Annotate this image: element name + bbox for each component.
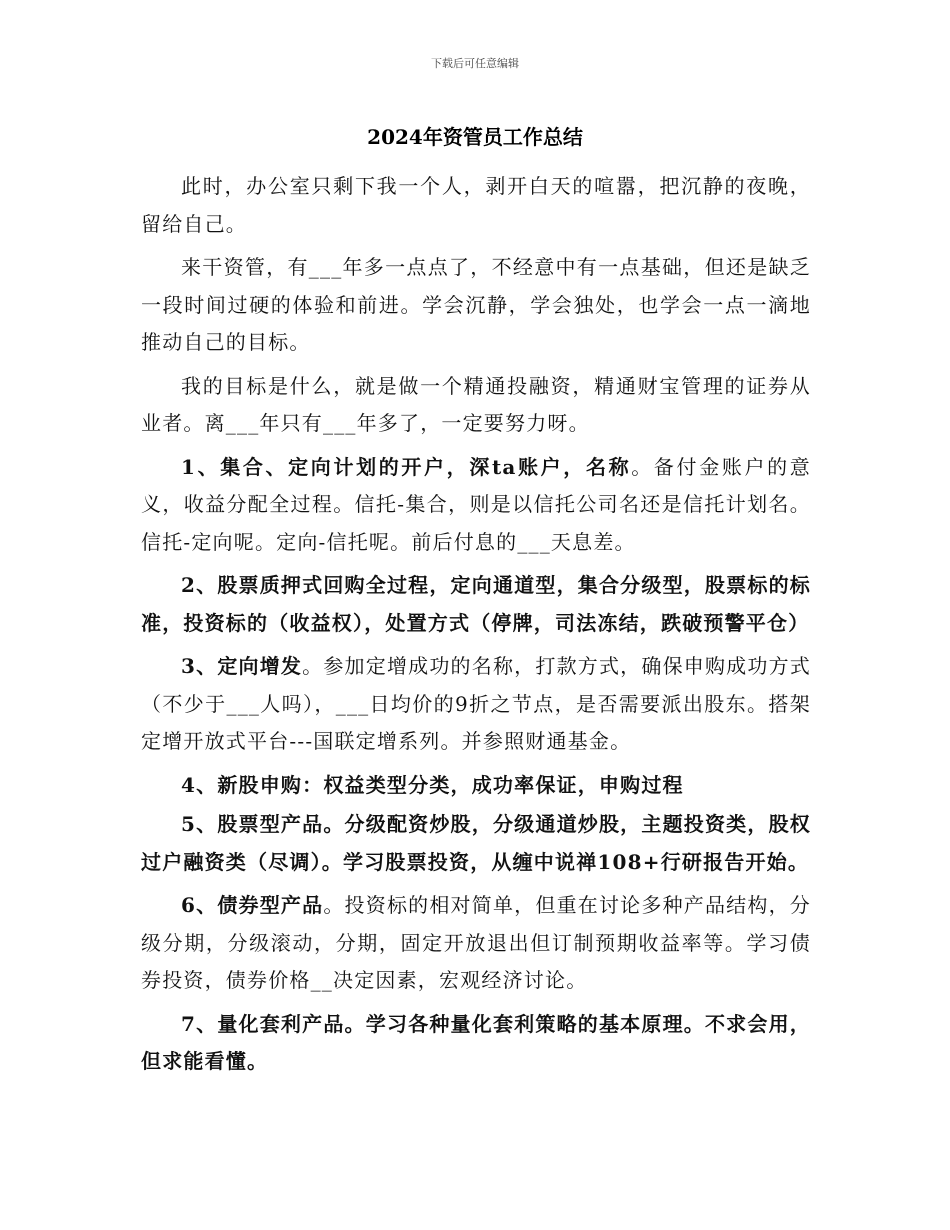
paragraph-experience: 来干资管，有___年多一点点了，不经意中有一点基础，但还是缺乏一段时间过硬的体验和前进。学会沉静，学会独处，也学会一点一滴地推动自己的目标。 <box>141 255 811 354</box>
item-4-heading: 4、新股申购：权益类型分类，成功率保证，申购过程 <box>181 772 684 797</box>
paragraph-item-7 <box>141 1006 811 1081</box>
paragraph-item-1 <box>141 449 811 562</box>
paragraph-item-5 <box>141 806 811 881</box>
item-6-heading: 6、债券型产品 <box>181 893 324 917</box>
paragraph-item-4 <box>141 767 811 805</box>
item-3-body: 。参加定增成功的名称，打款方式，确保申购成功方式（不少于___人吗），___日均价的9折之节点，是否需要派出股东。搭架定增开放式平台---国联定增系列。并参照财通基金。 <box>141 654 811 753</box>
paragraph-item-3 <box>141 648 811 761</box>
item-7-heading: 7、量化套利产品。学习各种量化套利策略的基本原理。不求会用，但求能看懂。 <box>141 1011 811 1073</box>
paragraph-intro: 此时，办公室只剩下我一个人，剥开白天的喧嚣，把沉静的夜晚，留给自己。 <box>141 174 811 236</box>
item-6-body: 。投资标的相对简单，但重在讨论多种产品结构，分级分期，分级滚动，分期，固定开放退出但订制预期收益率等。学习债券投资，债券价格__决定因素，宏观经济讨论。 <box>141 893 811 992</box>
paragraph-item-2 <box>141 567 811 642</box>
item-1-heading: 1、集合、定向计划的开户，深ta账户，名称 <box>181 454 632 479</box>
item-3-heading: 3、定向增发 <box>181 654 303 678</box>
header-note: 下载后可任意编辑 <box>431 57 519 70</box>
paragraph-goal: 我的目标是什么，就是做一个精通投融资，精通财宝管理的证券从业者。离___年只有___年多了，一定要努力呀。 <box>141 373 811 435</box>
item-2-heading: 2、股票质押式回购全过程，定向通道型，集合分级型，股票标的标准，投资标的（收益权），处置方式（停牌，司法冻结，跌破预警平仓） <box>141 573 811 635</box>
document-title: 2024年资管员工作总结 <box>367 125 583 149</box>
document-body <box>141 168 811 1087</box>
paragraph-item-6 <box>141 887 811 1000</box>
item-5-heading: 5、股票型产品。分级配资炒股，分级通道炒股，主题投资类，股权过户融资类（尽调）。学习股票投资，从缠中说禅108+行研报告开始。 <box>141 812 811 874</box>
item-1-body: 。备付金账户的意义，收益分配全过程。信托-集合，则是以信托公司名还是信托计划名。信托-定向呢。定向-信托呢。前后付息的___天息差。 <box>141 454 811 554</box>
